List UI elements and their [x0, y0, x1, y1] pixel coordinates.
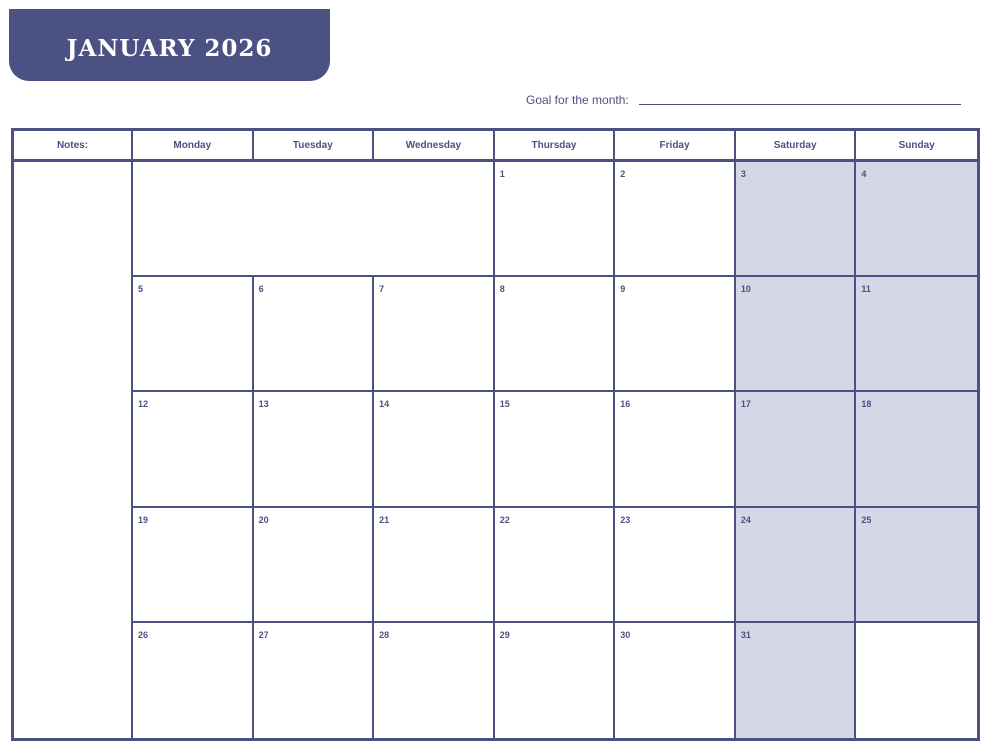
day-cell-weekend[interactable] — [736, 392, 857, 507]
day-number: 14 — [379, 399, 390, 410]
day-cell[interactable] — [374, 508, 495, 623]
day-number: 25 — [861, 514, 872, 525]
notes-column[interactable] — [14, 162, 133, 738]
day-number: 23 — [620, 514, 631, 525]
day-number: 30 — [620, 629, 631, 640]
header-notes: Notes: — [14, 131, 133, 162]
day-cell[interactable] — [374, 277, 495, 392]
day-number: 13 — [258, 399, 269, 410]
day-number: 12 — [138, 399, 149, 410]
day-cell[interactable] — [254, 623, 375, 738]
day-cell-weekend[interactable] — [856, 508, 977, 623]
day-number: 15 — [499, 399, 510, 410]
day-cell[interactable] — [374, 623, 495, 738]
day-cell[interactable] — [133, 508, 254, 623]
day-cell[interactable] — [254, 392, 375, 507]
day-cell[interactable] — [495, 508, 616, 623]
day-number: 20 — [258, 514, 269, 525]
day-number: 31 — [740, 629, 751, 640]
day-number: 5 — [138, 284, 144, 295]
day-cell-weekend[interactable] — [856, 162, 977, 277]
day-cell-weekend[interactable] — [736, 623, 857, 738]
page-title: JANUARY 2026 — [66, 34, 273, 62]
day-cell-weekend[interactable] — [736, 277, 857, 392]
day-cell[interactable] — [495, 162, 616, 277]
empty-days-span — [133, 162, 495, 277]
day-number: 9 — [620, 284, 626, 295]
goal-label: Goal for the month: — [526, 93, 629, 107]
day-number: 18 — [861, 399, 872, 410]
day-cell-empty — [856, 623, 977, 738]
day-cell[interactable] — [374, 392, 495, 507]
day-number: 1 — [499, 169, 505, 179]
day-number: 7 — [379, 284, 385, 295]
day-cell[interactable] — [495, 623, 616, 738]
day-number: 24 — [740, 514, 751, 525]
goal-input-line[interactable] — [639, 104, 961, 105]
day-cell-weekend[interactable] — [736, 508, 857, 623]
day-number: 2 — [620, 169, 626, 179]
day-cell-weekend[interactable] — [856, 392, 977, 507]
day-number: 17 — [740, 399, 751, 410]
day-number: 16 — [620, 399, 631, 410]
day-number: 3 — [740, 169, 746, 179]
day-cell[interactable] — [254, 508, 375, 623]
day-cell[interactable] — [495, 277, 616, 392]
goal-section — [526, 93, 961, 107]
day-cell[interactable] — [615, 162, 736, 277]
day-number: 4 — [861, 169, 867, 179]
header-wednesday: Wednesday — [374, 131, 495, 162]
day-cell[interactable] — [615, 392, 736, 507]
day-number: 26 — [138, 629, 149, 640]
day-cell[interactable] — [133, 392, 254, 507]
day-number: 28 — [379, 629, 390, 640]
header-saturday: Saturday — [736, 131, 857, 162]
day-cell-weekend[interactable] — [736, 162, 857, 277]
day-number: 6 — [258, 284, 264, 295]
day-cell[interactable] — [254, 277, 375, 392]
header-sunday: Sunday — [856, 131, 977, 162]
day-cell[interactable] — [495, 392, 616, 507]
day-number: 10 — [740, 284, 751, 295]
day-number: 19 — [138, 514, 149, 525]
day-number: 11 — [861, 284, 871, 295]
calendar-grid — [11, 128, 980, 741]
day-number: 29 — [499, 629, 510, 640]
header-tuesday: Tuesday — [254, 131, 375, 162]
day-cell[interactable] — [615, 508, 736, 623]
day-number: 21 — [379, 514, 390, 525]
day-number: 27 — [258, 629, 269, 640]
day-cell[interactable] — [133, 277, 254, 392]
day-number: 22 — [499, 514, 510, 525]
day-cell[interactable] — [133, 623, 254, 738]
day-cell[interactable] — [615, 277, 736, 392]
header-monday: Monday — [133, 131, 254, 162]
day-cell[interactable] — [615, 623, 736, 738]
day-number: 8 — [499, 284, 505, 295]
month-title-tab — [9, 9, 330, 81]
header-thursday: Thursday — [495, 131, 616, 162]
day-cell-weekend[interactable] — [856, 277, 977, 392]
header-friday: Friday — [615, 131, 736, 162]
